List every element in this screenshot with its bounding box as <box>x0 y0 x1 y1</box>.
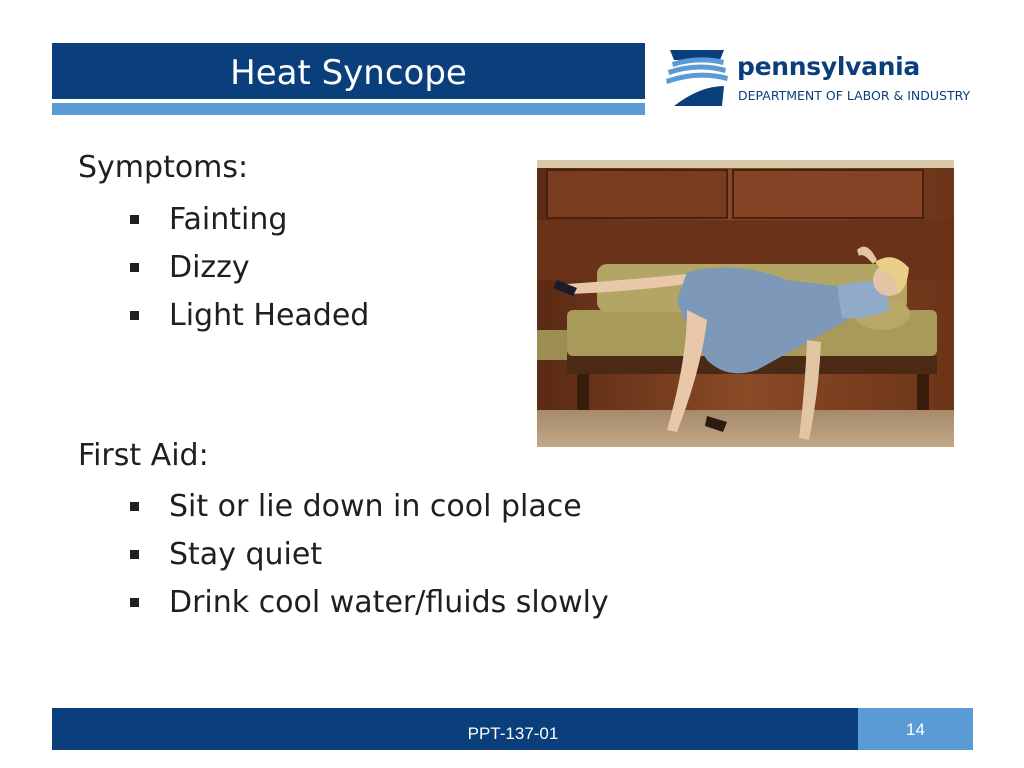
symptoms-heading: Symptoms: <box>78 150 249 185</box>
logo-department: DEPARTMENT OF LABOR & INDUSTRY <box>738 88 971 103</box>
logo-name: pennsylvania <box>737 52 920 81</box>
bullet-icon <box>130 311 139 320</box>
page-number: 14 <box>906 720 925 739</box>
bullet-icon <box>130 598 139 607</box>
bullet-icon <box>130 502 139 511</box>
first-aid-item: Stay quiet <box>130 531 609 579</box>
bullet-icon <box>130 550 139 559</box>
first-aid-item: Sit or lie down in cool place <box>130 483 609 531</box>
symptom-item: Fainting <box>130 196 369 244</box>
bullet-icon <box>130 215 139 224</box>
symptom-item: Dizzy <box>130 244 369 292</box>
symptom-item: Light Headed <box>130 292 369 340</box>
symptoms-list <box>130 196 369 340</box>
title-underline <box>52 103 645 115</box>
woman-fainting-photo <box>537 160 954 447</box>
first-aid-list <box>130 483 609 627</box>
first-aid-item: Drink cool water/fluids slowly <box>130 579 609 627</box>
bullet-icon <box>130 263 139 272</box>
keystone-icon <box>664 46 730 110</box>
pennsylvania-logo <box>664 46 984 110</box>
first-aid-heading: First Aid: <box>78 438 209 473</box>
slide-title: Heat Syncope <box>230 53 467 93</box>
photo-illustration <box>537 160 954 447</box>
footer-code: PPT-137-01 <box>467 724 559 743</box>
